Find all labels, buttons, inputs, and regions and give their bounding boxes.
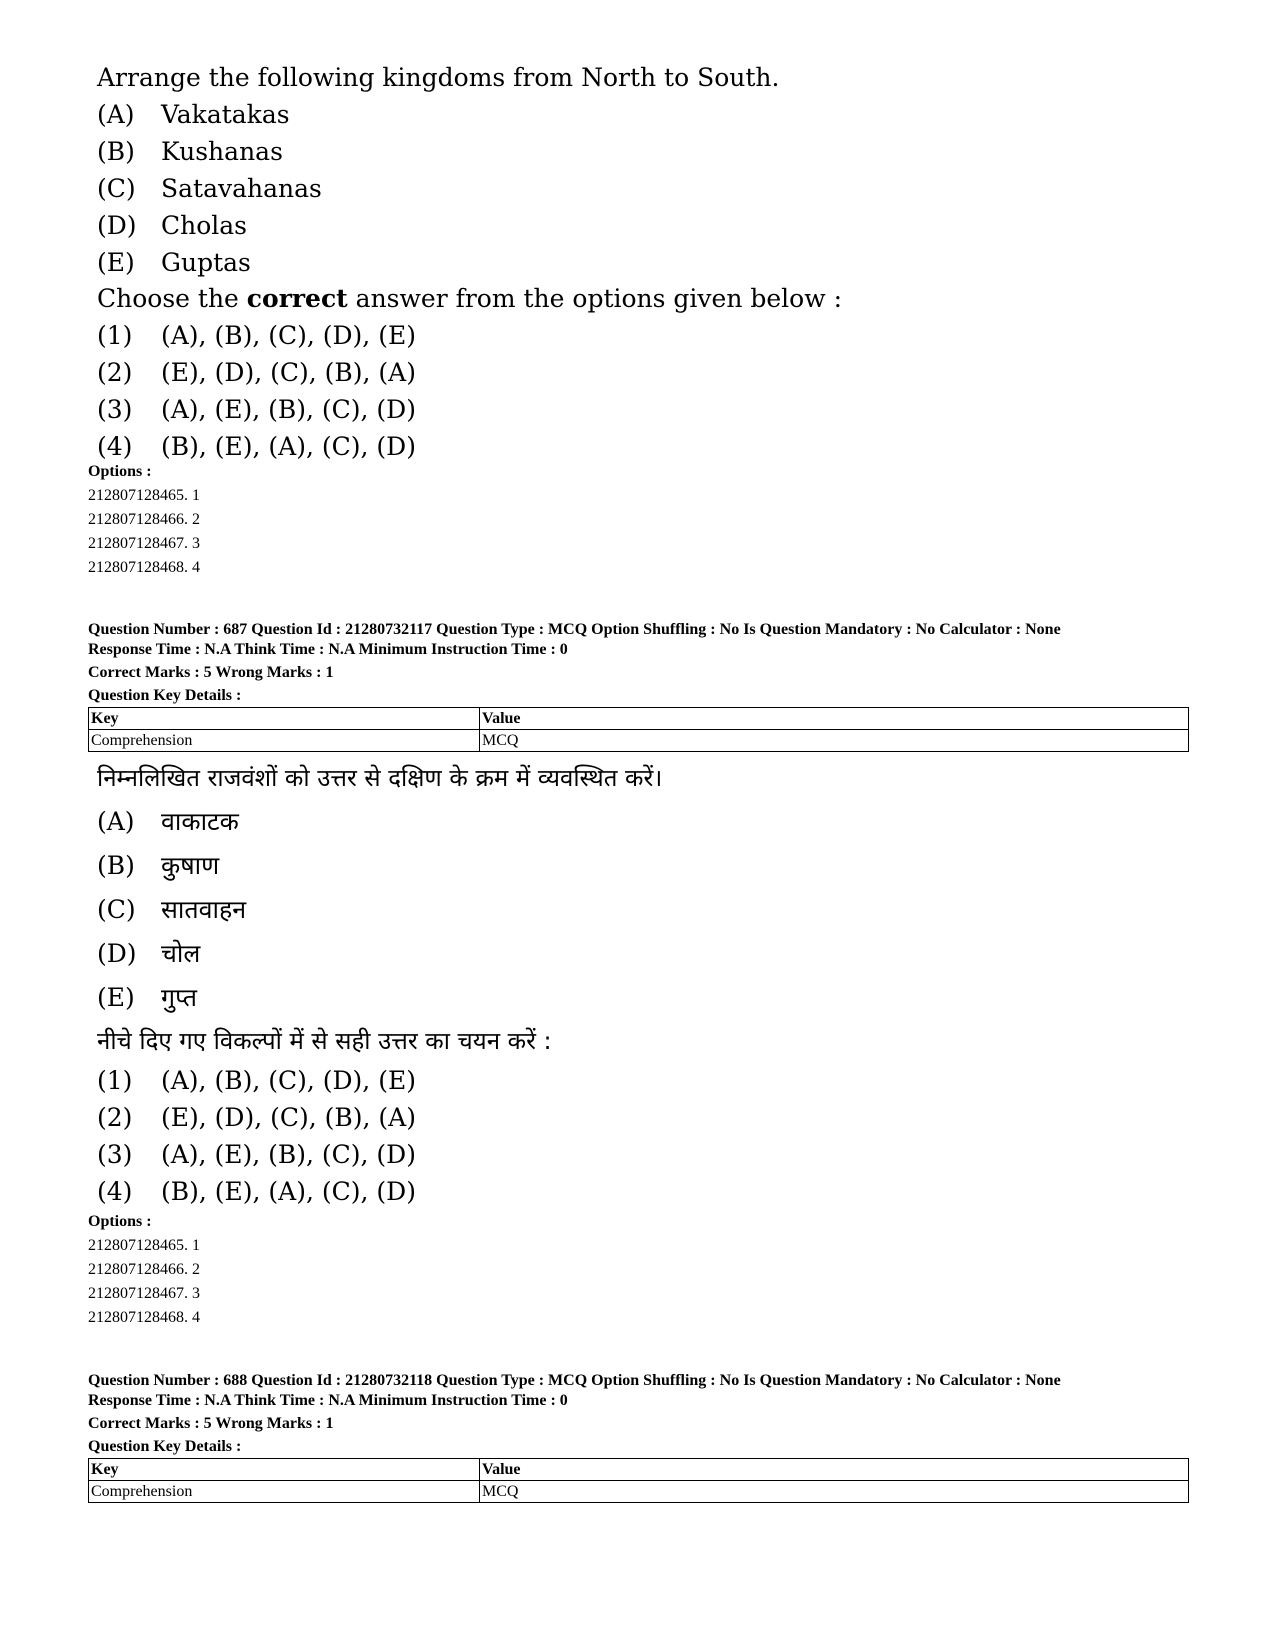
item-list — [97, 96, 997, 281]
table-row — [89, 730, 1189, 752]
table-header-row — [89, 1459, 1189, 1481]
list-item: (D) Cholas — [97, 211, 248, 240]
question-stem: निम्नलिखित राजवंशों को उत्तर से दक्षिण के क्रम में व्यवस्थित करें। — [97, 764, 663, 792]
answer-list — [97, 1062, 997, 1210]
answer-list — [97, 317, 997, 465]
options-list-686 — [88, 460, 200, 580]
option-id: 212807128465. 1 — [88, 1237, 200, 1254]
answer-item: (4) (B), (E), (A), (C), (D) — [97, 1177, 416, 1206]
list-item: (C) Satavahanas — [97, 174, 322, 203]
option-id: 212807128468. 4 — [88, 1309, 200, 1326]
question-688-meta: Question Number : 688 Question Id : 21280732118 Question Type : MCQ Option Shuffling : No Is Question Mandatory : No Calculator : None Response Time : N.A Think Time : N.A Minimum Instruction Time : 0 Correct Marks : 5 Wrong Marks : 1 Question Key Details : — [88, 1372, 1061, 1455]
table-header-key: Key — [89, 708, 480, 730]
answer-item: (1) (A), (B), (C), (D), (E) — [97, 321, 416, 350]
item-list — [97, 800, 997, 1020]
list-item: (E) Guptas — [97, 248, 251, 277]
table-cell-key: Comprehension — [89, 1481, 480, 1503]
option-id: 212807128468. 4 — [88, 559, 200, 576]
option-id: 212807128466. 2 — [88, 511, 200, 528]
table-header-value: Value — [480, 708, 1189, 730]
options-list-687 — [88, 1210, 200, 1330]
table-header-value: Value — [480, 1459, 1189, 1481]
answer-item: (1) (A), (B), (C), (D), (E) — [97, 1066, 416, 1095]
list-item: (A) Vakatakas — [97, 100, 290, 129]
answer-item: (3) (A), (E), (B), (C), (D) — [97, 395, 416, 424]
option-id: 212807128466. 2 — [88, 1261, 200, 1278]
question-686-english — [97, 60, 997, 465]
options-title: Options : — [88, 463, 152, 480]
list-item: (B) Kushanas — [97, 137, 283, 166]
question-687-meta: Question Number : 687 Question Id : 21280732117 Question Type : MCQ Option Shuffling : No Is Question Mandatory : No Calculator : None Response Time : N.A Think Time : N.A Minimum Instruction Time : 0 Correct Marks : 5 Wrong Marks : 1 Question Key Details : — [88, 621, 1061, 704]
option-id: 212807128465. 1 — [88, 487, 200, 504]
list-item: (E) गुप्त — [97, 983, 198, 1012]
question-key-table-688 — [88, 1458, 1189, 1503]
answer-item: (2) (E), (D), (C), (B), (A) — [97, 358, 416, 387]
option-id: 212807128467. 3 — [88, 535, 200, 552]
table-cell-value: MCQ — [480, 1481, 1189, 1503]
table-header-key: Key — [89, 1459, 480, 1481]
list-item: (C) सातवाहन — [97, 895, 247, 924]
list-item: (A) वाकाटक — [97, 807, 239, 836]
options-title: Options : — [88, 1213, 152, 1230]
choose-instruction: Choose the correct answer from the options given below : — [97, 284, 842, 313]
list-item: (D) चोल — [97, 939, 201, 968]
table-cell-value: MCQ — [480, 730, 1189, 752]
question-stem: Arrange the following kingdoms from North to South. — [97, 63, 780, 92]
question-key-table-687 — [88, 707, 1189, 752]
table-row — [89, 1481, 1189, 1503]
answer-item: (3) (A), (E), (B), (C), (D) — [97, 1140, 416, 1169]
answer-item: (2) (E), (D), (C), (B), (A) — [97, 1103, 416, 1132]
table-cell-key: Comprehension — [89, 730, 480, 752]
answer-item: (4) (B), (E), (A), (C), (D) — [97, 432, 416, 461]
table-header-row — [89, 708, 1189, 730]
list-item: (B) कुषाण — [97, 851, 220, 880]
question-687-hindi — [97, 758, 997, 1210]
option-id: 212807128467. 3 — [88, 1285, 200, 1302]
choose-instruction: नीचे दिए गए विकल्पों में से सही उत्तर का चयन करें : — [97, 1027, 552, 1055]
